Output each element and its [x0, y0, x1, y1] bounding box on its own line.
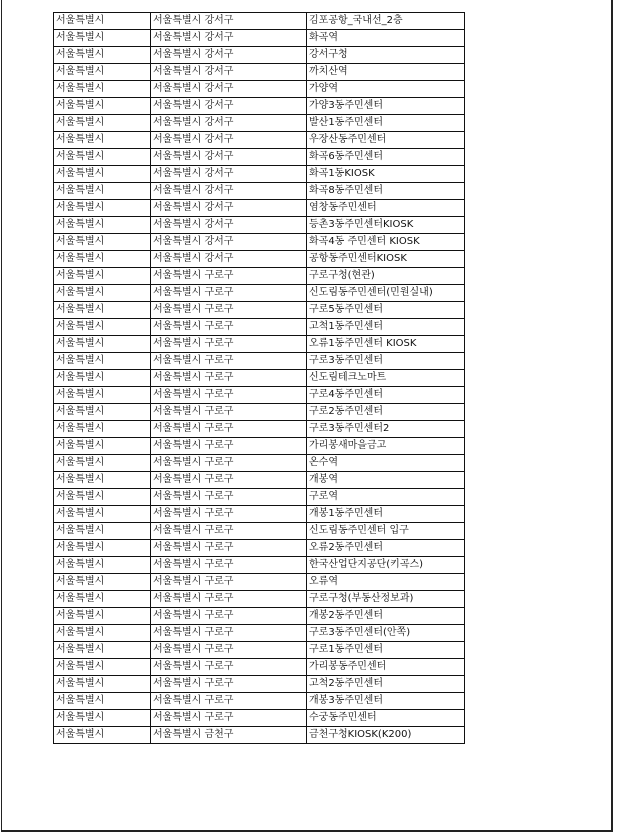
district-cell: 서울특별시 강서구 [151, 183, 307, 200]
province-cell: 서울특별시 [54, 404, 151, 421]
district-cell: 서울특별시 강서구 [151, 149, 307, 166]
location-cell: 화곡8동주민센터 [307, 183, 465, 200]
location-table [53, 12, 465, 744]
location-cell: 화곡4동 주민센터 KIOSK [307, 234, 465, 251]
province-cell: 서울특별시 [54, 268, 151, 285]
table-row [54, 353, 465, 370]
district-cell: 서울특별시 구로구 [151, 404, 307, 421]
table-row [54, 438, 465, 455]
table-row [54, 336, 465, 353]
district-cell: 서울특별시 구로구 [151, 557, 307, 574]
location-cell: 구로3동주민센터(안쪽) [307, 625, 465, 642]
table-row [54, 591, 465, 608]
location-cell: 강서구청 [307, 47, 465, 64]
table-row [54, 115, 465, 132]
district-cell: 서울특별시 구로구 [151, 302, 307, 319]
district-cell: 서울특별시 구로구 [151, 489, 307, 506]
table-row [54, 523, 465, 540]
district-cell: 서울특별시 강서구 [151, 217, 307, 234]
location-cell: 가리봉동주민센터 [307, 659, 465, 676]
table-row [54, 64, 465, 81]
location-cell: 신도림테크노마트 [307, 370, 465, 387]
location-cell: 까치산역 [307, 64, 465, 81]
location-cell: 구로4동주민센터 [307, 387, 465, 404]
location-cell: 한국산업단지공단(키곡스) [307, 557, 465, 574]
location-cell: 염창동주민센터 [307, 200, 465, 217]
province-cell: 서울특별시 [54, 421, 151, 438]
province-cell: 서울특별시 [54, 642, 151, 659]
location-cell: 발산1동주민센터 [307, 115, 465, 132]
district-cell: 서울특별시 구로구 [151, 642, 307, 659]
location-cell: 개봉1동주민센터 [307, 506, 465, 523]
district-cell: 서울특별시 구로구 [151, 455, 307, 472]
province-cell: 서울특별시 [54, 81, 151, 98]
location-cell: 화곡1동KIOSK [307, 166, 465, 183]
district-cell: 서울특별시 구로구 [151, 659, 307, 676]
location-cell: 수궁동주민센터 [307, 710, 465, 727]
location-cell: 김포공항_국내선_2층 [307, 13, 465, 30]
province-cell: 서울특별시 [54, 115, 151, 132]
table-row [54, 710, 465, 727]
location-cell: 오류2동주민센터 [307, 540, 465, 557]
table-row [54, 319, 465, 336]
province-cell: 서울특별시 [54, 506, 151, 523]
location-cell: 신도림동주민센터 입구 [307, 523, 465, 540]
location-cell: 공항동주민센터KIOSK [307, 251, 465, 268]
table-row [54, 659, 465, 676]
district-cell: 서울특별시 구로구 [151, 438, 307, 455]
district-cell: 서울특별시 구로구 [151, 608, 307, 625]
location-cell: 화곡6동주민센터 [307, 149, 465, 166]
location-cell: 등촌3동주민센터KIOSK [307, 217, 465, 234]
table-row [54, 693, 465, 710]
district-cell: 서울특별시 구로구 [151, 574, 307, 591]
province-cell: 서울특별시 [54, 727, 151, 744]
table-row [54, 302, 465, 319]
province-cell: 서울특별시 [54, 676, 151, 693]
province-cell: 서울특별시 [54, 489, 151, 506]
table-body [54, 13, 465, 744]
province-cell: 서울특별시 [54, 166, 151, 183]
table-row [54, 81, 465, 98]
district-cell: 서울특별시 구로구 [151, 336, 307, 353]
province-cell: 서울특별시 [54, 234, 151, 251]
district-cell: 서울특별시 구로구 [151, 268, 307, 285]
district-cell: 서울특별시 구로구 [151, 285, 307, 302]
province-cell: 서울특별시 [54, 200, 151, 217]
district-cell: 서울특별시 강서구 [151, 251, 307, 268]
location-cell: 고척2동주민센터 [307, 676, 465, 693]
province-cell: 서울특별시 [54, 149, 151, 166]
location-cell: 개봉2동주민센터 [307, 608, 465, 625]
province-cell: 서울특별시 [54, 302, 151, 319]
province-cell: 서울특별시 [54, 693, 151, 710]
location-cell: 화곡역 [307, 30, 465, 47]
location-cell: 구로구청(현관) [307, 268, 465, 285]
district-cell: 서울특별시 구로구 [151, 676, 307, 693]
district-cell: 서울특별시 강서구 [151, 234, 307, 251]
district-cell: 서울특별시 구로구 [151, 625, 307, 642]
table-row [54, 608, 465, 625]
table-row [54, 540, 465, 557]
province-cell: 서울특별시 [54, 217, 151, 234]
table-row [54, 234, 465, 251]
location-cell: 구로3동주민센터 [307, 353, 465, 370]
district-cell: 서울특별시 강서구 [151, 64, 307, 81]
province-cell: 서울특별시 [54, 336, 151, 353]
district-cell: 서울특별시 구로구 [151, 370, 307, 387]
table-row [54, 370, 465, 387]
table-row [54, 13, 465, 30]
table-row [54, 200, 465, 217]
table-row [54, 387, 465, 404]
location-cell: 오류1동주민센터 KIOSK [307, 336, 465, 353]
district-cell: 서울특별시 구로구 [151, 421, 307, 438]
location-cell: 가리봉새마을금고 [307, 438, 465, 455]
province-cell: 서울특별시 [54, 591, 151, 608]
province-cell: 서울특별시 [54, 64, 151, 81]
table-row [54, 625, 465, 642]
province-cell: 서울특별시 [54, 98, 151, 115]
table-row [54, 268, 465, 285]
district-cell: 서울특별시 강서구 [151, 115, 307, 132]
location-cell: 개봉3동주민센터 [307, 693, 465, 710]
district-cell: 서울특별시 강서구 [151, 30, 307, 47]
table-row [54, 506, 465, 523]
district-cell: 서울특별시 강서구 [151, 166, 307, 183]
district-cell: 서울특별시 강서구 [151, 13, 307, 30]
location-cell: 온수역 [307, 455, 465, 472]
province-cell: 서울특별시 [54, 30, 151, 47]
district-cell: 서울특별시 구로구 [151, 506, 307, 523]
location-cell: 구로1동주민센터 [307, 642, 465, 659]
location-cell: 고척1동주민센터 [307, 319, 465, 336]
district-cell: 서울특별시 구로구 [151, 472, 307, 489]
location-cell: 가양3동주민센터 [307, 98, 465, 115]
province-cell: 서울특별시 [54, 370, 151, 387]
district-cell: 서울특별시 구로구 [151, 387, 307, 404]
district-cell: 서울특별시 금천구 [151, 727, 307, 744]
province-cell: 서울특별시 [54, 540, 151, 557]
province-cell: 서울특별시 [54, 319, 151, 336]
district-cell: 서울특별시 구로구 [151, 591, 307, 608]
district-cell: 서울특별시 구로구 [151, 710, 307, 727]
district-cell: 서울특별시 구로구 [151, 693, 307, 710]
table-row [54, 183, 465, 200]
province-cell: 서울특별시 [54, 183, 151, 200]
province-cell: 서울특별시 [54, 47, 151, 64]
table-row [54, 98, 465, 115]
province-cell: 서울특별시 [54, 132, 151, 149]
table-row [54, 421, 465, 438]
location-cell: 오류역 [307, 574, 465, 591]
province-cell: 서울특별시 [54, 455, 151, 472]
province-cell: 서울특별시 [54, 557, 151, 574]
table-row [54, 642, 465, 659]
location-cell: 우장산동주민센터 [307, 132, 465, 149]
table-row [54, 285, 465, 302]
province-cell: 서울특별시 [54, 625, 151, 642]
province-cell: 서울특별시 [54, 353, 151, 370]
province-cell: 서울특별시 [54, 285, 151, 302]
table-row [54, 149, 465, 166]
district-cell: 서울특별시 강서구 [151, 81, 307, 98]
table-row [54, 30, 465, 47]
province-cell: 서울특별시 [54, 472, 151, 489]
province-cell: 서울특별시 [54, 608, 151, 625]
province-cell: 서울특별시 [54, 13, 151, 30]
table-row [54, 47, 465, 64]
location-cell: 가양역 [307, 81, 465, 98]
location-cell: 신도림동주민센터(민원실내) [307, 285, 465, 302]
location-cell: 금천구청KIOSK(K200) [307, 727, 465, 744]
location-cell: 구로2동주민센터 [307, 404, 465, 421]
location-cell: 구로3동주민센터2 [307, 421, 465, 438]
province-cell: 서울특별시 [54, 523, 151, 540]
table-row [54, 574, 465, 591]
table-row [54, 455, 465, 472]
table-row [54, 557, 465, 574]
district-cell: 서울특별시 구로구 [151, 319, 307, 336]
province-cell: 서울특별시 [54, 574, 151, 591]
location-cell: 개봉역 [307, 472, 465, 489]
document-page [1, 0, 613, 832]
table-row [54, 676, 465, 693]
table-row [54, 217, 465, 234]
district-cell: 서울특별시 강서구 [151, 132, 307, 149]
district-cell: 서울특별시 구로구 [151, 540, 307, 557]
location-cell: 구로역 [307, 489, 465, 506]
province-cell: 서울특별시 [54, 438, 151, 455]
table-row [54, 166, 465, 183]
district-cell: 서울특별시 강서구 [151, 98, 307, 115]
district-cell: 서울특별시 구로구 [151, 353, 307, 370]
province-cell: 서울특별시 [54, 387, 151, 404]
location-cell: 구로5동주민센터 [307, 302, 465, 319]
district-cell: 서울특별시 강서구 [151, 200, 307, 217]
table-row [54, 132, 465, 149]
location-cell: 구로구청(부동산정보과) [307, 591, 465, 608]
district-cell: 서울특별시 구로구 [151, 523, 307, 540]
table-row [54, 251, 465, 268]
table-row [54, 404, 465, 421]
table-row [54, 489, 465, 506]
table-row [54, 472, 465, 489]
province-cell: 서울특별시 [54, 710, 151, 727]
province-cell: 서울특별시 [54, 659, 151, 676]
table-row [54, 727, 465, 744]
province-cell: 서울특별시 [54, 251, 151, 268]
district-cell: 서울특별시 강서구 [151, 47, 307, 64]
